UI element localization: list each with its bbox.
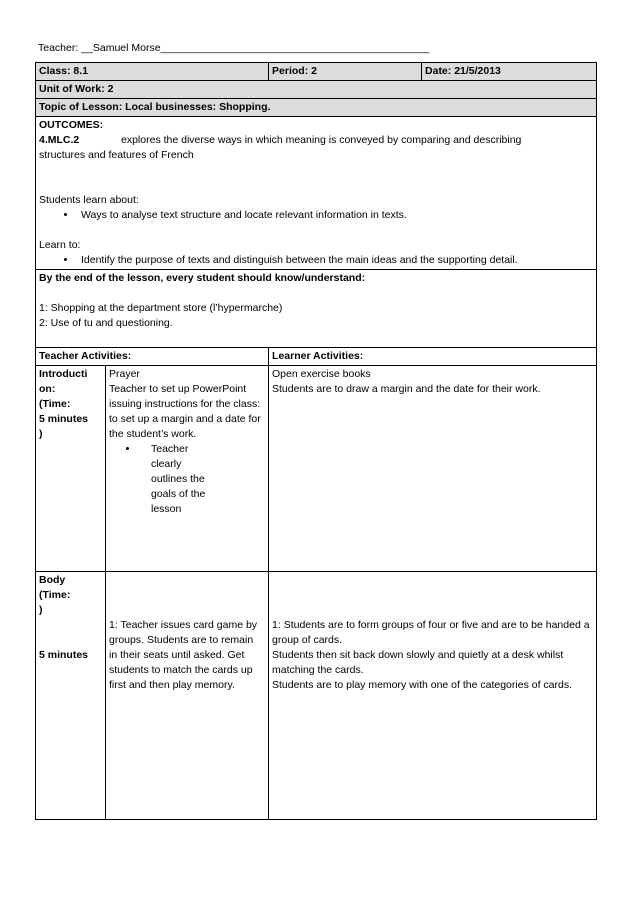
outcomes-heading: OUTCOMES:	[39, 119, 104, 131]
unit-row	[36, 81, 597, 99]
goal-item: 2: Use of tu and questioning.	[39, 317, 173, 329]
learn-to-heading: Learn to:	[39, 239, 81, 251]
intro-label-line: 5 minutes	[39, 413, 89, 425]
intro-teacher-bullet: • Teacher clearly outlines the goals of the lesson	[139, 442, 209, 517]
learn-to-list	[39, 253, 593, 268]
teacher-activities-heading: Teacher Activities:	[36, 348, 269, 366]
outcome-text-first: explores the diverse ways in which meaning is conveyed by comparing and describing	[121, 134, 522, 146]
topic-cell: Topic of Lesson: Local businesses: Shopping.	[36, 99, 597, 117]
topic-row	[36, 99, 597, 117]
outcome-code: 4.MLC.2	[39, 134, 80, 146]
teacher-line: Teacher: __Samuel Morse______________________________________________	[38, 42, 430, 54]
intro-learner-line: Open exercise books	[272, 368, 371, 380]
body-learner-text: 1: Students are to form groups of four or five and are to be handed a group of cards. Students then sit back down slowly and quietly at a desk whilst matching the cards. Students are to play memory with one of the categories of cards.	[272, 619, 590, 691]
goals-row	[36, 270, 597, 348]
class-cell: Class: 8.1	[36, 63, 269, 81]
body-label	[36, 572, 106, 820]
unit-cell: Unit of Work: 2	[36, 81, 597, 99]
body-learner-cell	[269, 572, 597, 820]
class-info-row	[36, 63, 597, 81]
outcome-line	[39, 133, 593, 148]
intro-label-line: on:	[39, 383, 56, 395]
period-cell: Period: 2	[269, 63, 422, 81]
lesson-plan-table	[35, 62, 597, 820]
learn-to-item: • Identify the purpose of texts and distinguish between the main ideas and the supporting detail.	[77, 253, 593, 268]
body-teacher-cell	[106, 572, 269, 820]
learn-about-list	[39, 208, 593, 223]
intro-teacher-text: Prayer Teacher to set up PowerPoint issuing instructions for the class: to set up a margin and a date for the student’s work.	[109, 368, 261, 440]
intro-label-line: Introducti	[39, 368, 88, 380]
body-label-line: Body	[39, 574, 66, 586]
outcome-text-second: structures and features of French	[39, 149, 194, 161]
learn-about-heading: Students learn about:	[39, 194, 139, 206]
body-label-line: )	[39, 604, 43, 616]
activities-header-row	[36, 348, 597, 366]
learn-about-item: • Ways to analyse text structure and locate relevant information in texts.	[77, 208, 593, 223]
intro-label	[36, 366, 106, 572]
outcomes-cell	[36, 117, 597, 270]
goals-cell	[36, 270, 597, 348]
learner-activities-heading: Learner Activities:	[269, 348, 597, 366]
intro-label-line: (Time:	[39, 398, 71, 410]
intro-label-line: )	[39, 428, 43, 440]
goals-heading: By the end of the lesson, every student should know/understand:	[39, 272, 366, 284]
intro-teacher-cell	[106, 366, 269, 572]
body-duration: 5 minutes	[39, 649, 89, 661]
intro-learner-line: Students are to draw a margin and the date for their work.	[272, 383, 541, 395]
outcomes-row	[36, 117, 597, 270]
body-label-line: (Time:	[39, 589, 71, 601]
intro-teacher-bullets	[109, 442, 265, 517]
date-cell: Date: 21/5/2013	[422, 63, 597, 81]
body-row	[36, 572, 597, 820]
intro-learner-cell	[269, 366, 597, 572]
intro-row	[36, 366, 597, 572]
body-teacher-text: 1: Teacher issues card game by groups. Students are to remain in their seats until asked. Get students to match the cards up first and then play memory.	[109, 619, 258, 691]
goal-item: 1: Shopping at the department store (l’hypermarche)	[39, 302, 283, 314]
